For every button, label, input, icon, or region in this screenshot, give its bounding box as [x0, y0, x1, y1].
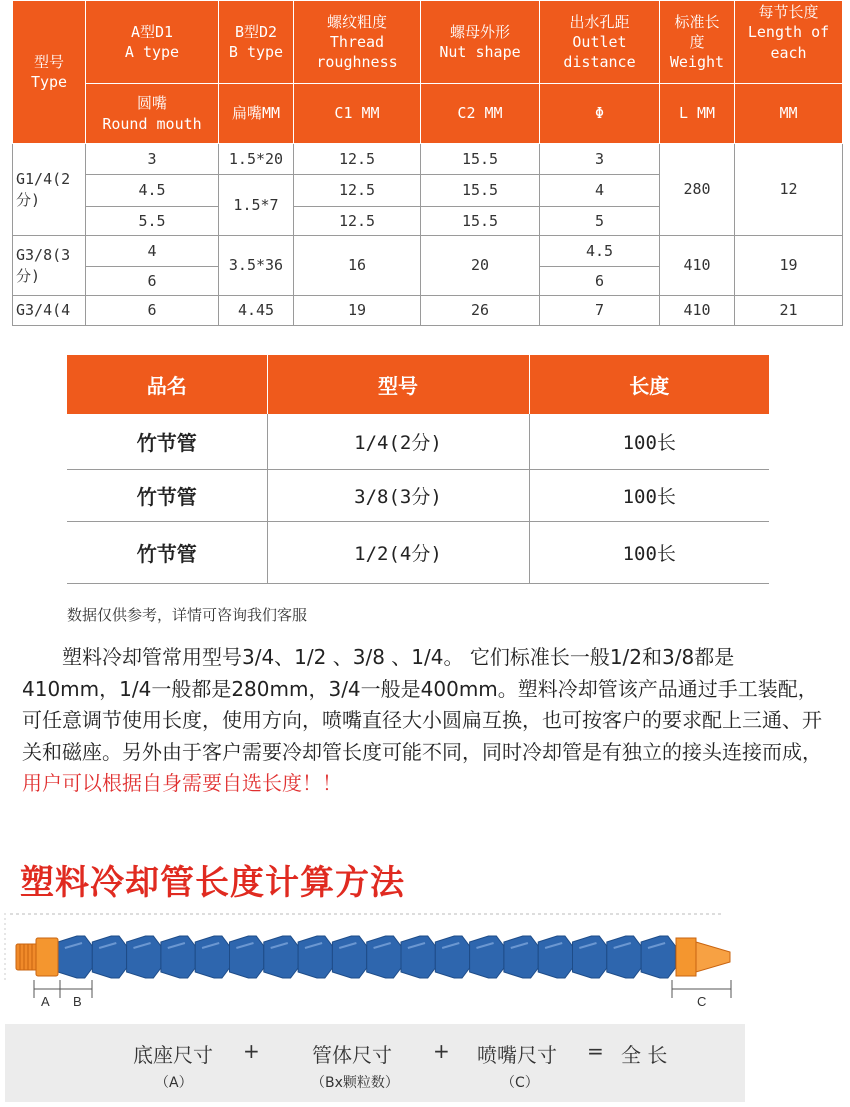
a-cell: 4 — [86, 236, 219, 267]
phi-cell: 4.5 — [540, 236, 660, 267]
product-name: 竹节管 — [67, 414, 267, 469]
base-size: 底座尺寸 — [133, 1043, 213, 1067]
phi-cell: 7 — [540, 296, 660, 326]
spec-subheader-row — [13, 84, 843, 144]
c1-header: C1 MM — [294, 84, 421, 144]
product-length: 100长 — [529, 521, 769, 583]
pipe-segment — [161, 936, 195, 978]
nozzle-size: 喷嘴尺寸 — [477, 1043, 557, 1067]
c1-cell: 12.5 — [294, 175, 421, 207]
product-header-row — [67, 355, 769, 414]
table-row — [13, 236, 843, 267]
c2-cell: 15.5 — [421, 144, 540, 175]
pipe-segment — [92, 936, 126, 978]
phi-header: Φ — [540, 84, 660, 144]
base-fitting — [16, 938, 58, 976]
phi-cell: 5 — [540, 207, 660, 236]
a-cell: 4.5 — [86, 175, 219, 207]
plus-sign: + — [433, 1039, 450, 1063]
length-cell: 12 — [735, 144, 843, 236]
paragraph-line: 客户需要冷却管长度可能不同，同时冷却管是有独立的接头连接而成， — [202, 739, 822, 764]
product-model-header: 型号 — [267, 355, 529, 414]
type-header: 型号 Type — [13, 1, 86, 144]
plus-sign: + — [243, 1039, 260, 1063]
a-cell: 6 — [86, 296, 219, 326]
c2-cell: 15.5 — [421, 175, 540, 207]
label-c: C — [697, 994, 707, 1009]
outlet-header: 出水孔距 Outlet distance — [540, 1, 660, 84]
pipe-diagram — [0, 898, 850, 1018]
spec-table — [12, 0, 843, 326]
label-a: A — [41, 994, 50, 1009]
equals-sign: = — [587, 1039, 604, 1063]
a-type-header: A型D1 A type — [86, 1, 219, 84]
product-length: 100长 — [529, 414, 769, 469]
reference-note: 数据仅供参考，详情可咨询我们客服 — [67, 606, 308, 624]
pipe-segment — [127, 936, 161, 978]
product-table — [67, 355, 769, 584]
pipe-segment — [230, 936, 264, 978]
product-model: 3/8(3分) — [267, 469, 529, 521]
length-formula — [5, 1024, 745, 1102]
thread-header: 螺纹粗度 Thread roughness — [294, 1, 421, 84]
pipe-segment — [435, 936, 469, 978]
b-cell: 4.45 — [219, 296, 294, 326]
pipe-segment — [367, 936, 401, 978]
highlight-text: 用户可以根据自身需要自选长度！！ — [22, 771, 342, 795]
a-cell: 6 — [86, 267, 219, 296]
paragraph-line: 径大小圆扁互换，也可按客户的要求配上三通、开关和磁座。另外由于 — [22, 708, 822, 764]
pipe-segments — [58, 936, 675, 978]
c1-cell: 12.5 — [294, 207, 421, 236]
pipe-segment — [298, 936, 332, 978]
type-cell: G1/4(2 分) — [13, 144, 86, 236]
product-length-header: 长度 — [529, 355, 769, 414]
base-size-note: （A） — [155, 1075, 193, 1091]
segment-length-header: 每节长度 Length of each — [735, 1, 843, 84]
total-length: 全 长 — [621, 1043, 668, 1067]
c2-header: C2 MM — [421, 84, 540, 144]
table-row — [67, 521, 769, 583]
l-mm-header: L MM — [660, 84, 735, 144]
section-title: 塑料冷却管长度计算方法 — [20, 863, 405, 903]
c2-cell: 15.5 — [421, 207, 540, 236]
c1-cell: 19 — [294, 296, 421, 326]
l-cell: 410 — [660, 236, 735, 296]
pipe-segment — [264, 936, 298, 978]
a-cell: 3 — [86, 144, 219, 175]
type-cell: G3/4(4 — [13, 296, 86, 326]
pipe-segment — [538, 936, 572, 978]
product-name: 竹节管 — [67, 521, 267, 583]
length-cell: 19 — [735, 236, 843, 296]
nozzle-size-note: （C） — [501, 1075, 539, 1091]
c2-cell: 26 — [421, 296, 540, 326]
b-cell: 1.5*7 — [219, 175, 294, 236]
c2-cell: 20 — [421, 236, 540, 296]
body-size: 管体尺寸 — [312, 1043, 392, 1067]
standard-length-header: 标准长 度 Weight — [660, 1, 735, 84]
c1-cell: 16 — [294, 236, 421, 296]
paragraph-line: 塑料冷却管常用型号3/4、1/2 、3/8 、1/4。 它们标准长一般1/2 — [62, 645, 643, 669]
phi-cell: 4 — [540, 175, 660, 207]
pipe-segment — [58, 936, 92, 978]
phi-cell: 6 — [540, 267, 660, 296]
pipe-segment — [470, 936, 504, 978]
pipe-segment — [573, 936, 607, 978]
product-length: 100长 — [529, 469, 769, 521]
flat-mouth-header: 扁嘴MM — [219, 84, 294, 144]
phi-cell: 3 — [540, 144, 660, 175]
pipe-segment — [195, 936, 229, 978]
l-cell: 280 — [660, 144, 735, 236]
spec-header-row — [13, 1, 843, 84]
b-cell: 1.5*20 — [219, 144, 294, 175]
a-cell: 5.5 — [86, 207, 219, 236]
pipe-segment — [332, 936, 366, 978]
pipe-segment — [401, 936, 435, 978]
pipe-segment — [504, 936, 538, 978]
paragraph-line: 冷却管该产品通过手工装配，可任意调节使用长度，使用方向，喷嘴直 — [22, 676, 818, 732]
product-model: 1/2(4分) — [267, 521, 529, 583]
description-paragraph — [22, 642, 822, 800]
body-size-note: （Bx颗粒数） — [311, 1075, 399, 1091]
product-name-header: 品名 — [67, 355, 267, 414]
product-name: 竹节管 — [67, 469, 267, 521]
table-row — [67, 414, 769, 469]
pipe-segment — [607, 936, 641, 978]
paragraph-line: 和3/8都是410mm，1/4一般都是280mm，3/4一般是400mm。塑料 — [22, 645, 735, 701]
b-cell: 3.5*36 — [219, 236, 294, 296]
round-mouth-header: 圆嘴 Round mouth — [86, 84, 219, 144]
length-cell: 21 — [735, 296, 843, 326]
mm-header: MM — [735, 84, 843, 144]
table-row — [13, 296, 843, 326]
nozzle — [676, 938, 730, 976]
pipe-segment — [641, 936, 675, 978]
type-cell: G3/8(3 分) — [13, 236, 86, 296]
l-cell: 410 — [660, 296, 735, 326]
c1-cell: 12.5 — [294, 144, 421, 175]
table-row — [67, 469, 769, 521]
b-type-header: B型D2 B type — [219, 1, 294, 84]
label-b: B — [73, 994, 82, 1009]
product-model: 1/4(2分) — [267, 414, 529, 469]
table-row — [13, 144, 843, 175]
nut-header: 螺母外形 Nut shape — [421, 1, 540, 84]
